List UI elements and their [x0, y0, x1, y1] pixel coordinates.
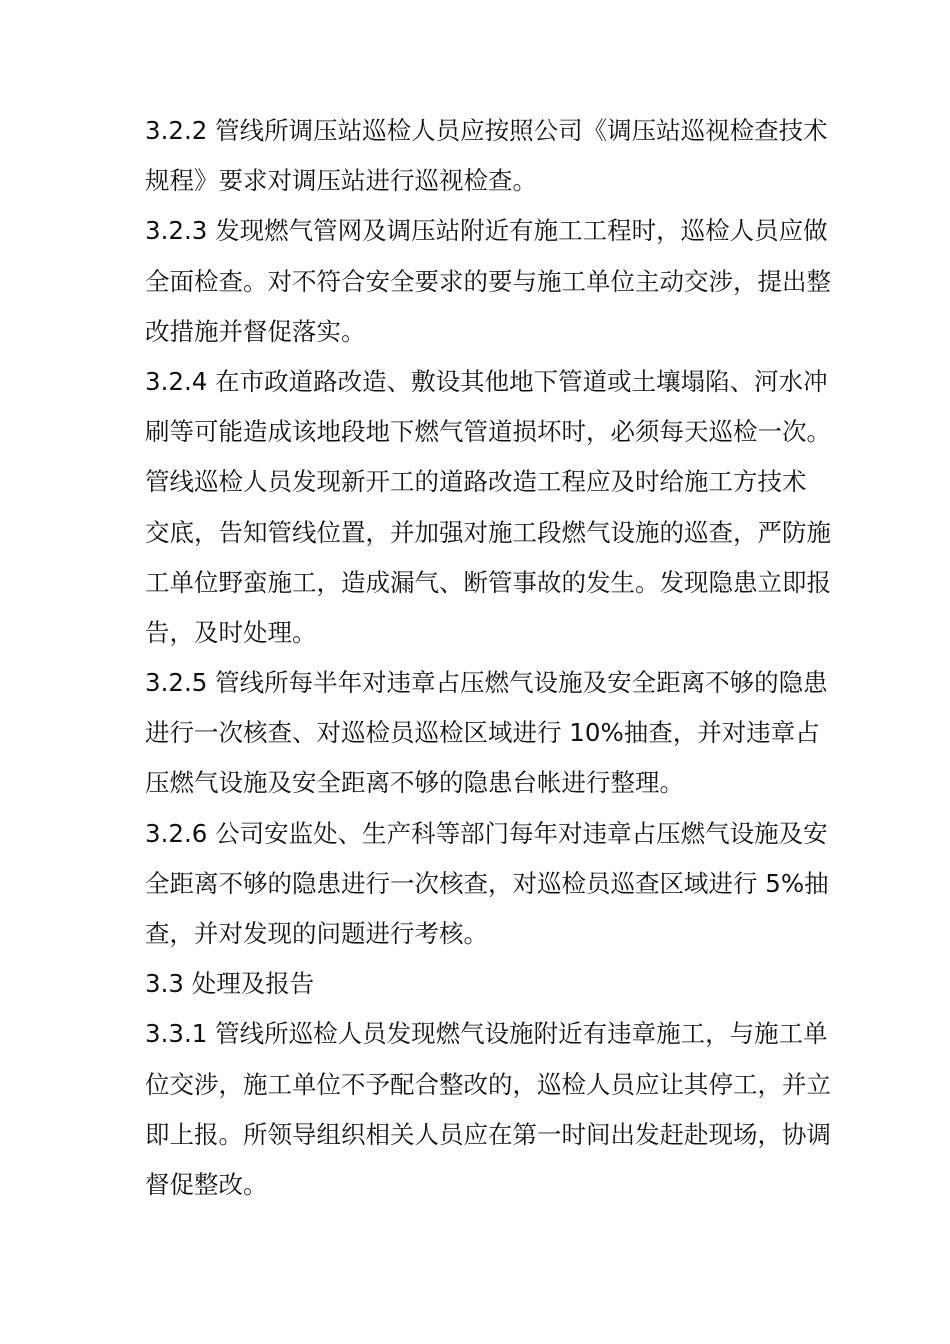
document-body [145, 106, 831, 1210]
text-line: 进行一次核查、对巡检员巡检区域进行 10%抽查，并对违章占 [145, 718, 820, 748]
text-line: 即上报。所领导组织相关人员应在第一时间出发赶赴现场，协调 [145, 1119, 831, 1149]
text-line: 改措施并督促落实。 [145, 316, 366, 346]
text-line: 3.2.5 管线所每半年对违章占压燃气设施及安全距离不够的隐患 [145, 668, 828, 698]
text-line: 压燃气设施及安全距离不够的隐患台帐进行整理。 [145, 768, 684, 798]
text-line: 3.2.3 发现燃气管网及调压站附近有施工工程时，巡检人员应做 [145, 216, 828, 246]
text-line: 工单位野蛮施工，造成漏气、断管事故的发生。发现隐患立即报 [145, 567, 831, 597]
text-line: 3.2.4 在市政道路改造、敷设其他地下管道或土壤塌陷、河水冲 [145, 366, 828, 396]
text-line: 查，并对发现的问题进行考核。 [145, 919, 488, 948]
text-line: 3.2.6 公司安监处、生产科等部门每年对违章占压燃气设施及安 [145, 818, 828, 848]
text-line: 3.2.2 管线所调压站巡检人员应按照公司《调压站巡视检查技术 [145, 116, 828, 145]
text-line: 3.3.1 管线所巡检人员发现燃气设施附近有违章施工，与施工单 [145, 1019, 828, 1049]
text-line: 交底，告知管线位置，并加强对施工段燃气设施的巡查，严防施 [145, 517, 831, 547]
section-heading: 3.3 处理及报告 [145, 969, 315, 999]
text-line: 管线巡检人员发现新开工的道路改造工程应及时给施工方技术 [145, 467, 807, 497]
text-line: 全距离不够的隐患进行一次核查，对巡检员巡查区域进行 5%抽 [145, 868, 829, 898]
text-line: 规程》要求对调压站进行巡视检查。 [145, 166, 537, 196]
text-line: 全面检查。对不符合安全要求的要与施工单位主动交涉，提出整 [145, 266, 831, 296]
text-line: 位交涉，施工单位不予配合整改的，巡检人员应让其停工，并立 [145, 1069, 831, 1099]
text-line: 告，及时处理。 [145, 617, 317, 647]
text-line: 督促整改。 [145, 1169, 268, 1199]
text-line: 刷等可能造成该地段地下燃气管道损坏时，必须每天巡检一次。 [145, 417, 831, 447]
